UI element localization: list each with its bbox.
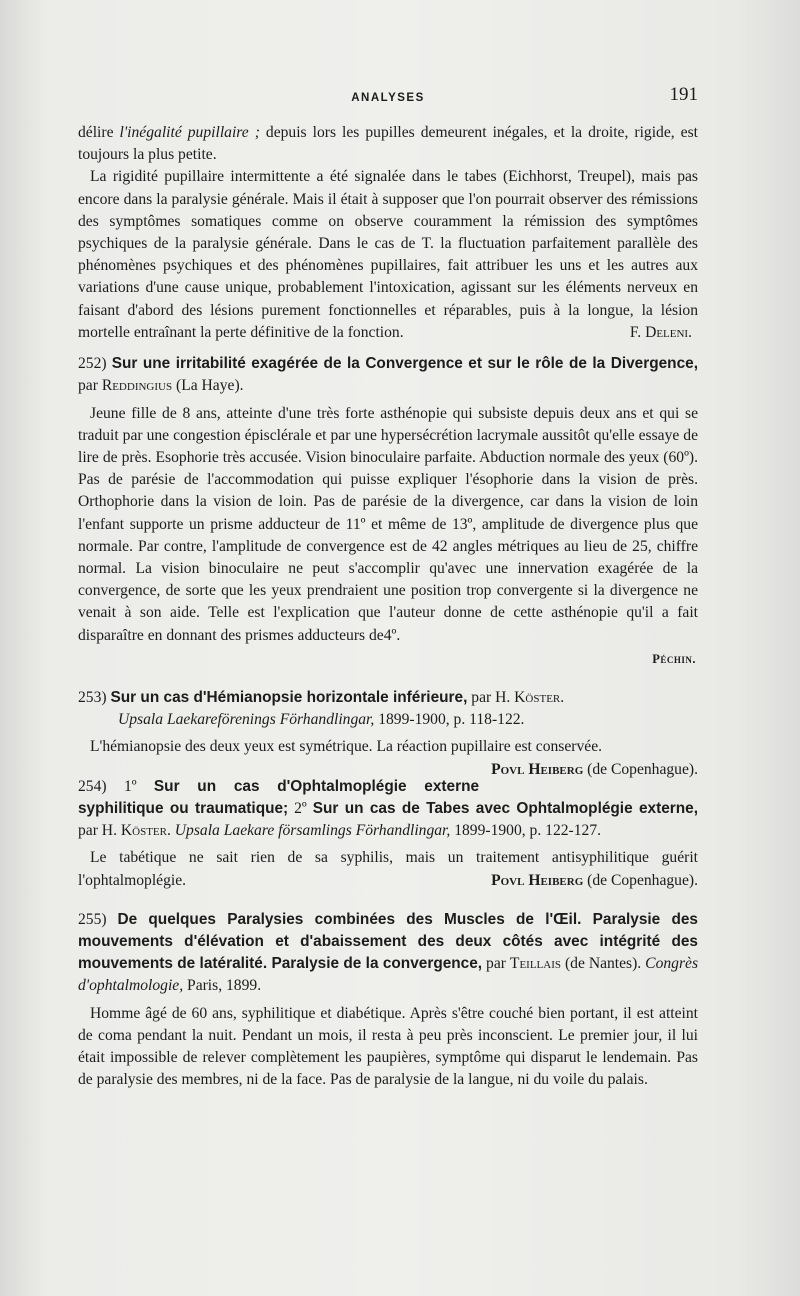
- entry-number: 252): [78, 355, 107, 373]
- entry-body: Jeune fille de 8 ans, atteinte d'une très forte asthénopie qui subsiste depuis deux ans et qui se traduit par une congestion épisclérale et par une hypersécrétion lacrymale aussitôt qu'elle essaye de lire de près. Esophorie très accusée. Vision binoculaire parfaite. Abduction normale des yeux (60º). Pas de parésie de l'accommodation qui puisse expliquer l'ésophorie dans la vision de près. Orthophorie dans la vision de loin. Pas de parésie de la divergence, car dans la vision de loin l'enfant supporte un prisme adducteur de 11º et même de 13º, amplitude de divergence plus que normale. Par contre, l'amplitude de convergence est de 42 angles métriques au lieu de 25, chiffre normal. La vision binoculaire ne peut s'accomplir qu'avec une innervation exagérée de la convergence, de sorte que les yeux prendraient une position trop convergente si la divergence ne venait à son aide. Telle est l'explication que l'auteur donne de cette asthénopie qu'il a fait disparaître en donnant des prismes adducteurs de4º.: [78, 404, 698, 644]
- intro-paragraph-2: La rigidité pupillaire intermittente a été signalée dans le tabes (Eichhorst, Treupel), mais pas encore dans la paralysie générale. Mais il était à supposer que l'on pourrait observer des rémissions des symptômes somatiques comme on observe couramment la rémission des symptômes psychiques de la paralysie générale. Dans le cas de T. la fluctuation parfaitement parallèle des phénomènes psychiques et des phénomènes pupillaires, fait attribuer les uns et les autres aux variations d'une cause unique, probablement l'intoxication, agissant sur les éléments nerveux en faisant d'abord des lésions purement fonctionnelles et réparables, puis à la longue, la lésion mortelle entraînant la perte définitive de la fonction.: [78, 168, 698, 341]
- entry-by: par H.: [78, 822, 121, 840]
- entry-number: 253): [78, 689, 107, 707]
- entry-title: [78, 687, 698, 731]
- entry-title: 254) 1º Sur un cas d'Ophtalmoplégie externe syphilitique ou traumatique; 2º Sur un cas de Tabes avec Ophtalmoplégie externe, par H. Köster. Upsala Laekare församlings Förhandlingar, 1899-1900, p. 122-127.: [78, 777, 698, 840]
- entry-title-text: Sur une irritabilité exagérée de la Convergence et sur le rôle de la Divergence,: [111, 355, 698, 373]
- intro-italic-term: l'inégalité pupillaire ;: [119, 124, 260, 141]
- entry-signature: Povl Heiberg: [491, 871, 584, 889]
- running-title: ANALYSES: [351, 92, 425, 104]
- entry-author: Teillais: [509, 955, 561, 973]
- entry-journal-rest: 1899-1900, p. 122-127.: [450, 822, 602, 840]
- entry-title-text-2: Sur un cas de Tabes avec Ophtalmoplégie externe,: [312, 799, 698, 817]
- entry-signature: Péchin.: [652, 651, 696, 666]
- entry-signature-place: (de Copenhague).: [583, 871, 698, 889]
- entry-signature-place: (de Copenhague).: [583, 760, 698, 778]
- entry-title: [78, 909, 698, 998]
- entry-journal-rest: 1899-1900, p. 118-122.: [374, 711, 525, 729]
- entry-author: Reddingius: [101, 377, 173, 395]
- entry-body: L'hémianopsie des deux yeux est symétrique. La réaction pupillaire est conservée. Povl Heiberg (de Copenhague).: [90, 738, 698, 778]
- entry-title: [78, 353, 698, 397]
- entry-by: par: [482, 955, 510, 973]
- intro-text-rest: depuis lors les pupilles demeurent inégales, et la droite, rigide, est toujours la plus petite.: [78, 124, 698, 164]
- entry-number: 255): [78, 910, 107, 928]
- page-header: [78, 84, 698, 114]
- entry-by: par H.: [467, 689, 515, 707]
- entry-255: [78, 909, 698, 1092]
- entry-title-text: Sur un cas d'Hémianopsie horizontale inférieure,: [110, 689, 468, 707]
- entry-252: [78, 353, 698, 670]
- entry-journal: Upsala Laekareförenings Förhandlingar,: [118, 711, 375, 729]
- entry-title-text: Sur un cas d'Ophtalmoplégie externe syphilitique ou traumatique;: [78, 777, 480, 817]
- entry-254: [78, 776, 698, 892]
- entry-author: Köster.: [120, 822, 171, 840]
- entry-title-text: De quelques Paralysies combinées des Muscles de l'Œil. Paralysie des mouvements d'élévation et d'abaissement des deux côtés avec intégrité des mouvements de latéralité. Paralysie de la convergence,: [78, 910, 698, 973]
- entry-journal: Congrès d'ophtalmologie,: [78, 955, 699, 995]
- entry-place: (La Haye).: [172, 377, 244, 395]
- entry-signature: Povl Heiberg: [491, 760, 584, 778]
- entry-number: 254): [78, 777, 107, 795]
- entry-journal: Upsala Laekare församlings Förhandlingar,: [170, 822, 451, 840]
- entry-place: (de Nantes).: [561, 955, 646, 973]
- page-content: [78, 122, 698, 1091]
- entry-author: Köster.: [514, 689, 565, 707]
- entry-body: Le tabétique ne sait rien de sa syphilis, mais un traitement antisyphilitique guérit l'ophtalmoplégie. Povl Heiberg (de Copenhague).: [78, 849, 698, 889]
- entry-journal-rest: Paris, 1899.: [183, 977, 262, 995]
- entry-body: Homme âgé de 60 ans, syphilitique et diabétique. Après s'être couché bien portant, il est atteint de coma pendant la nuit. Pendant un mois, il resta à peu près inconscient. Le premier jour, il lui était impossible de relever complètement les paupières, symptôme qui disparut le lendemain. Pas de paralysie des membres, ni de la face. Pas de paralysie de la langue, ni du voile du palais.: [78, 1004, 698, 1089]
- intro-signature: F. Deleni.: [629, 324, 692, 342]
- intro-text-start: délire: [78, 124, 120, 141]
- intro-paragraph: [78, 122, 698, 166]
- entry-253: [78, 687, 698, 778]
- page-number: 191: [669, 84, 698, 105]
- entry-by: par: [78, 377, 102, 395]
